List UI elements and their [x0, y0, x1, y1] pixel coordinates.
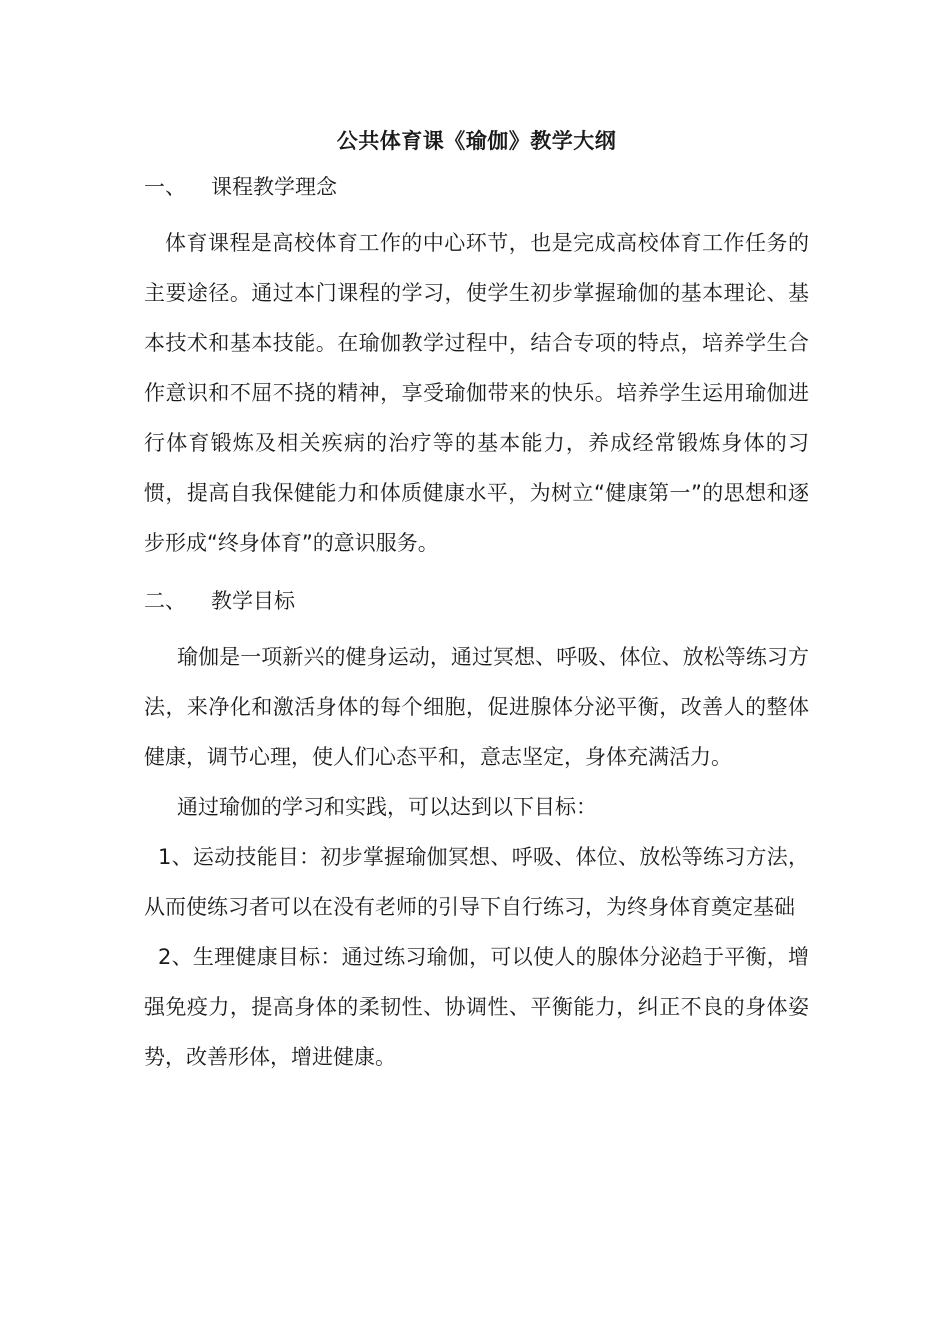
section-number: 二、: [144, 589, 186, 613]
section-number: 一、: [144, 175, 186, 199]
paragraph-objectives-intro: 瑜伽是一项新兴的健身运动，通过冥想、呼吸、体位、放松等练习方法，来净化和激活身体的每个细胞，促进腺体分泌平衡，改善人的整体健康，调节心理，使人们心态平和，意志坚定，身体充满活力。: [144, 645, 809, 769]
paragraph-objectives-lead: 通过瑜伽的学习和实践，可以达到以下目标：: [177, 795, 597, 819]
section-heading-objectives: [144, 578, 809, 624]
section-title: 教学目标: [211, 589, 295, 613]
paragraph-objective-motor-skills: 1、运动技能目：初步掌握瑜伽冥想、呼吸、体位、放松等练习方法，从而使练习者可以在没有老师的引导下自行练习，为终身体育奠定基础: [144, 845, 809, 919]
section-title: 课程教学理念: [211, 175, 337, 199]
section-heading-philosophy: [144, 164, 809, 210]
paragraph-objective-physical-health: 2、生理健康目标：通过练习瑜伽，可以使人的腺体分泌趋于平衡，增强免疫力，提高身体的柔韧性、协调性、平衡能力，纠正不良的身体姿势，改善形体，增进健康。: [144, 945, 809, 1069]
document-body: [144, 118, 809, 1082]
document-title: 公共体育课《瑜伽》教学大纲: [336, 129, 617, 153]
paragraph-philosophy: 体育课程是高校体育工作的中心环节，也是完成高校体育工作任务的主要途径。通过本门课程的学习，使学生初步掌握瑜伽的基本理论、基本技术和基本技能。在瑜伽教学过程中，结合专项的特点，培养学生合作意识和不屈不挠的精神，享受瑜伽带来的快乐。培养学生运用瑜伽进行体育锻炼及相关疾病的治疗等的基本能力，养成经常锻炼身体的习惯，提高自我保健能力和体质健康水平，为树立“健康第一”的思想和逐步形成“终身体育”的意识服务。: [144, 231, 809, 555]
